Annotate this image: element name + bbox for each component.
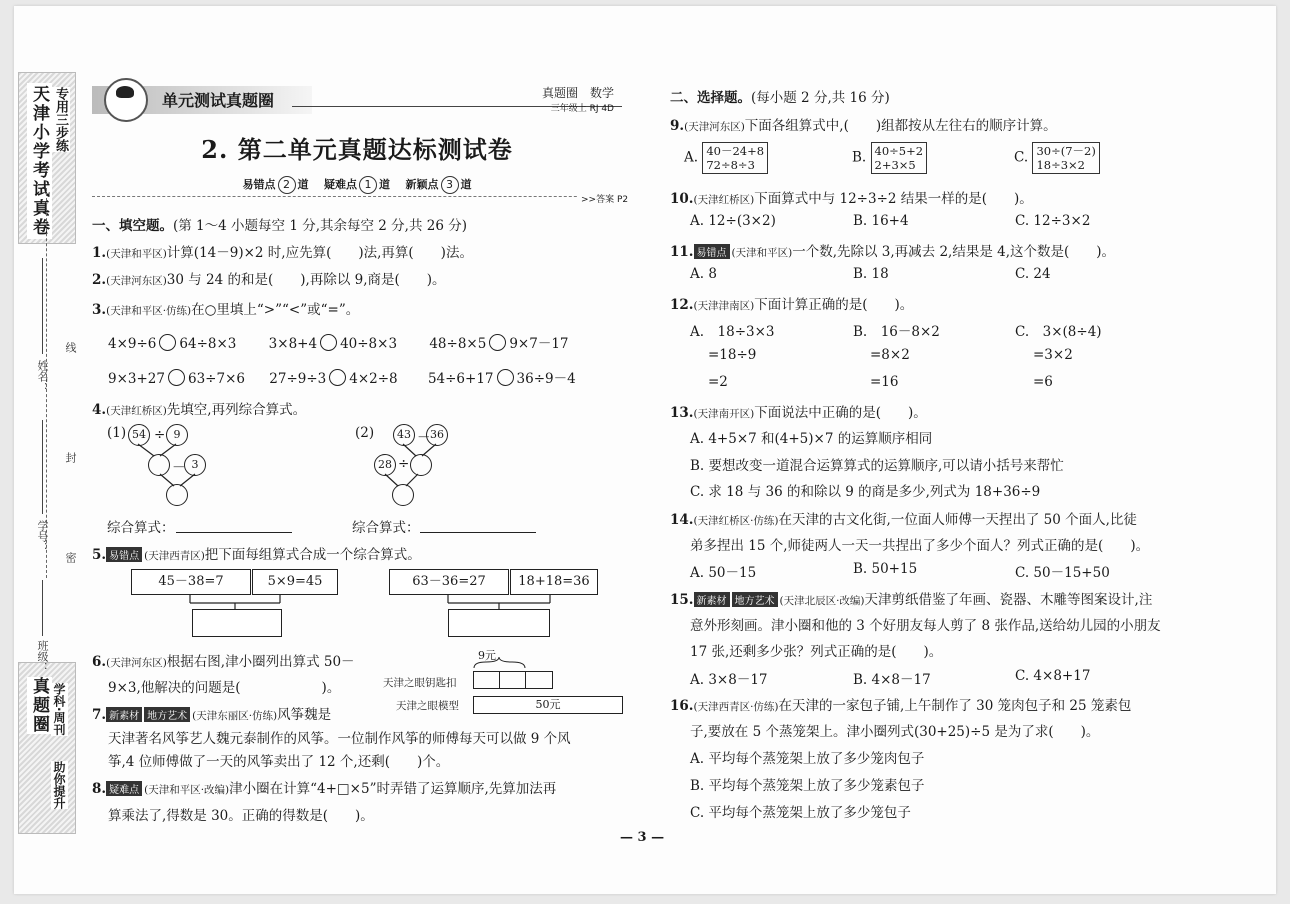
q14-source: (天津红桥区·仿练) <box>693 515 779 527</box>
option-letter: B. <box>852 149 867 166</box>
subject-text: 真题圈 数学 <box>541 86 614 100</box>
question-7-line-2: 天津著名风筝艺人魏元泰制作的风筝。一位制作风筝的师傅每天可以做 9 个风 <box>108 731 571 747</box>
q12-b-step: =8×2 <box>870 347 910 363</box>
q6-keychain-label: 天津之眼钥匙扣 <box>383 677 457 689</box>
tag3-count: 3 <box>441 176 459 194</box>
q4-answer-label-1: 综合算式： <box>107 520 175 536</box>
tag2-count: 1 <box>359 176 377 194</box>
question-6-line-2: 9×3,他解决的问题是( )。 <box>108 680 341 696</box>
question-7-line-1 <box>92 703 331 723</box>
q12-c-step: =3×2 <box>1033 347 1073 363</box>
tag1-count: 2 <box>278 176 296 194</box>
q5-number: 5. <box>92 547 107 563</box>
q5-source: (天津西青区) <box>144 550 205 562</box>
q3-expr: 4×9÷6 <box>108 336 157 352</box>
q10-text: 下面算式中与 12÷3÷2 结果一样的是( )。 <box>754 191 1033 207</box>
question-12 <box>670 293 913 313</box>
q11-text: 一个数,先除以 3,再减去 2,结果是 4,这个数是( )。 <box>792 244 1116 260</box>
q9-a-expr-1: 40－24+8 <box>706 144 765 158</box>
question-14-line-2: 弟多捏出 15 个,师徒两人一天一共捏出了多少个面人？列式正确的是( )。 <box>690 538 1150 554</box>
question-8-line-2: 算乘法了,得数是 30。正确的得数是( )。 <box>108 808 374 824</box>
q9-b-expr-2: 2+3×5 <box>874 158 916 172</box>
question-9 <box>670 114 1057 134</box>
q9-c-expr-2: 18÷3×2 <box>1036 158 1085 172</box>
q5-text: 把下面每组算式合成一个综合算式。 <box>204 547 421 563</box>
q3-number: 3. <box>92 302 107 318</box>
seal-word-mi: 密 <box>64 552 77 563</box>
q12-option-c[interactable]: C. 3×(8÷4) <box>1015 324 1102 340</box>
question-10 <box>670 187 1033 207</box>
q9-c-box <box>1032 142 1099 174</box>
q4-operator: ÷ <box>398 456 410 472</box>
q14-option-b[interactable]: B. 50+15 <box>853 561 918 577</box>
q9-number: 9. <box>670 118 685 134</box>
q3-expr: 9×3+27 <box>108 371 165 387</box>
q3-text: 在○里填上“>”“<”或“=”。 <box>191 302 360 318</box>
q8-source: (天津和平区·改编) <box>144 784 230 796</box>
question-15-line-2: 意外形刻画。津小圈和他的 3 个好朋友每人剪了 8 张作品,送给幼儿园的小朋友 <box>690 618 1161 634</box>
q6-model-bar: 50元 <box>473 696 623 714</box>
q6-text-a: 根据右图,津小圈列出算式 50－ <box>166 654 355 670</box>
q15-option-a[interactable]: A. 3×8－17 <box>690 672 768 688</box>
q4-node: 54 <box>128 424 150 446</box>
q5-badge: 易错点 <box>106 547 142 562</box>
q4-number: 4. <box>92 402 107 418</box>
sec2-title: 二、选择题。 <box>670 90 751 106</box>
q6-keychain-bar <box>473 671 553 689</box>
q8-badge: 疑难点 <box>106 781 142 796</box>
q12-source: (天津津南区) <box>693 300 755 312</box>
q11-option-a[interactable]: A. 8 <box>690 266 717 282</box>
q7-text-a: 风筝魏是 <box>277 707 332 723</box>
q4-node: 28 <box>374 454 396 476</box>
class-label: 班级： <box>36 640 49 673</box>
q3-expr: 63÷7×6 <box>187 371 245 387</box>
q4-operator: ÷ <box>154 427 166 443</box>
q16-number: 16. <box>670 698 694 714</box>
id-label: 学号： <box>36 520 49 553</box>
q13-option-a[interactable]: A. 4+5×7 和(4+5)×7 的运算顺序相同 <box>690 431 933 447</box>
q12-text: 下面计算正确的是( )。 <box>754 297 914 313</box>
q9-option-c[interactable] <box>1014 142 1100 174</box>
q3-expr: 36÷9－4 <box>516 371 576 387</box>
question-14-line-1 <box>670 508 1137 528</box>
q11-badge: 易错点 <box>694 244 730 259</box>
sec2-note: (每小题 2 分,共 16 分) <box>751 90 890 106</box>
q5-equation-box: 45－38=7 <box>131 569 251 595</box>
seal-word-feng: 封 <box>64 452 77 463</box>
q3-source: (天津和平区·仿练) <box>106 305 192 317</box>
q9-text: 下面各组算式中,( )组都按从左往右的顺序计算。 <box>744 118 1057 134</box>
question-15-line-1 <box>670 588 1152 608</box>
bar-segment <box>525 672 526 688</box>
tag3-unit: 道 <box>460 178 472 191</box>
question-15-line-3: 17 张,还剩多少张？列式正确的是( )。 <box>690 644 943 660</box>
q10-option-c[interactable]: C. 12÷3×2 <box>1015 213 1091 229</box>
q7-source: (天津东丽区·仿练) <box>192 710 278 722</box>
q3-expr: 54÷6+17 <box>427 371 494 387</box>
q16-source: (天津西青区·仿练) <box>693 701 779 713</box>
q3-expr: 3×8+4 <box>268 336 318 352</box>
q16-text-a: 在天津的一家包子铺,上午制作了 30 笼肉包子和 25 笼素包 <box>778 698 1132 714</box>
side-top-title: 天津小学考试真卷 <box>27 83 52 239</box>
q14-text-a: 在天津的古文化街,一位面人师傅一天捏出了 50 个面人,比徒 <box>778 512 1137 528</box>
sec1-note: (第 1～4 小题每空 1 分,其余每空 2 分,共 26 分) <box>173 218 467 234</box>
section-2-heading <box>670 86 890 106</box>
q4-node: 43 <box>393 424 415 446</box>
question-7-line-3: 筝,4 位师傅做了一天的风筝卖出了 12 个,还剩( )个。 <box>108 754 450 770</box>
q13-option-b[interactable]: B. 要想改变一道混合运算算式的运算顺序,可以请小括号来帮忙 <box>690 458 1064 474</box>
question-16-line-1 <box>670 694 1131 714</box>
q4-answer-label-2: 综合算式： <box>352 520 420 536</box>
q12-b-step: =16 <box>870 374 899 390</box>
q4-text: 先填空,再列综合算式。 <box>166 402 307 418</box>
q3-expr: 4×2÷8 <box>349 371 398 387</box>
q16-option-b[interactable]: B. 平均每个蒸笼架上放了多少笼素包子 <box>690 778 925 794</box>
q12-option-a[interactable]: A. 18÷3×3 <box>690 324 775 340</box>
q9-source: (天津河东区) <box>684 121 745 133</box>
banner-title: 单元测试真题圈 <box>162 91 275 110</box>
q15-source: (天津北辰区·改编) <box>779 595 865 607</box>
q10-source: (天津红桥区) <box>693 194 755 206</box>
q15-option-c[interactable]: C. 4×8+17 <box>1015 668 1091 684</box>
page-number: — 3 — <box>620 830 665 845</box>
q16-option-c[interactable]: C. 平均每个蒸笼架上放了多少笼包子 <box>690 805 911 821</box>
q8-number: 8. <box>92 781 107 797</box>
sec1-title: 一、填空题。 <box>92 218 173 234</box>
q4-source: (天津红桥区) <box>106 405 167 417</box>
tag2-label: 疑难点 <box>324 178 357 191</box>
q11-source: (天津和平区) <box>731 247 793 259</box>
q14-option-c[interactable]: C. 50－15+50 <box>1015 565 1110 581</box>
q2-number: 2. <box>92 272 107 288</box>
tag1-label: 易错点 <box>242 178 276 191</box>
seal-word-line: 线 <box>64 342 77 353</box>
page-title: 2. 第二单元真题达标测试卷 <box>201 135 513 164</box>
q7-badge-local: 地方艺术 <box>144 707 190 722</box>
q7-number: 7. <box>92 707 107 723</box>
q13-source: (天津南开区) <box>693 408 755 420</box>
q6-model-label: 天津之眼模型 <box>396 700 459 712</box>
q6-price-label: 9元 <box>478 649 496 662</box>
q9-option-b[interactable] <box>852 142 927 174</box>
tag1-unit: 道 <box>297 178 309 191</box>
q5-equation-box: 5×9=45 <box>252 569 338 595</box>
q4-operator: － <box>172 460 186 476</box>
side-bottom-sub: 学科·周刊 <box>52 683 66 736</box>
q12-option-b[interactable]: B. 16－8×2 <box>853 324 940 340</box>
q11-option-c[interactable]: C. 24 <box>1015 266 1051 282</box>
q2-source: (天津河东区) <box>106 275 167 287</box>
q5-equation-box: 63－36=27 <box>389 569 509 595</box>
side-top-badge: 专用三步练 <box>53 87 68 152</box>
q16-option-a[interactable]: A. 平均每个蒸笼架上放了多少笼肉包子 <box>690 751 925 767</box>
q12-number: 12. <box>670 297 694 313</box>
q1-text: 计算(14－9)×2 时,应先算( )法,再算( )法。 <box>166 245 473 261</box>
q12-c-step: =6 <box>1033 374 1053 390</box>
q11-number: 11. <box>670 244 694 260</box>
q4-part-2-label: (2) <box>355 425 375 441</box>
side-bottom-title: 真题圈 <box>27 677 52 734</box>
q15-badge-new: 新素材 <box>694 592 730 607</box>
q12-a-step: =18÷9 <box>708 347 757 363</box>
question-13 <box>670 401 927 421</box>
q9-a-box <box>702 142 768 174</box>
q13-option-c[interactable]: C. 求 18 与 36 的和除以 9 的商是多少,列式为 18+36÷9 <box>690 484 1041 500</box>
q13-number: 13. <box>670 405 694 421</box>
tag3-label: 新颖点 <box>405 178 439 191</box>
q13-text: 下面说法中正确的是( )。 <box>754 405 927 421</box>
side-bottom-sub2: 助你提升 <box>52 761 66 809</box>
q3-expr: 9×7－17 <box>509 336 569 352</box>
q15-option-b[interactable]: B. 4×8－17 <box>853 672 931 688</box>
q15-badge-local: 地方艺术 <box>732 592 778 607</box>
q11-option-b[interactable]: B. 18 <box>853 266 889 282</box>
q2-text: 30 与 24 的和是( ),再除以 9,商是( )。 <box>166 272 446 288</box>
q4-node: 36 <box>426 424 448 446</box>
q9-b-expr-1: 40÷5+2 <box>874 144 924 158</box>
q3-expr: 27÷9÷3 <box>269 371 327 387</box>
q5-equation-box: 18+18=36 <box>510 569 598 595</box>
q14-number: 14. <box>670 512 694 528</box>
q15-number: 15. <box>670 592 694 608</box>
option-letter: A. <box>684 149 699 166</box>
q9-c-expr-1: 30÷(7－2) <box>1036 144 1096 158</box>
q15-text-a: 天津剪纸借鉴了年画、瓷器、木雕等图案设计,注 <box>864 592 1153 608</box>
q6-source: (天津河东区) <box>106 657 167 669</box>
question-8-line-1 <box>92 777 556 797</box>
q10-number: 10. <box>670 191 694 207</box>
q6-number: 6. <box>92 654 107 670</box>
q3-expr: 40÷8×3 <box>340 336 398 352</box>
q4-node: 9 <box>166 424 188 446</box>
q4-node: 3 <box>184 454 206 476</box>
q4-part-1-label: (1) <box>107 425 127 441</box>
q1-source: (天津和平区) <box>106 248 167 260</box>
q3-expr: 64÷8×3 <box>179 336 237 352</box>
tag2-unit: 道 <box>379 178 390 191</box>
q3-expr: 48÷8×5 <box>429 336 487 352</box>
q10-option-a[interactable]: A. 12÷(3×2) <box>690 213 776 229</box>
name-label: 姓名： <box>36 360 49 393</box>
q12-a-step: =2 <box>708 374 728 390</box>
q9-option-a[interactable] <box>684 142 768 174</box>
q14-option-a[interactable]: A. 50－15 <box>690 565 757 581</box>
q7-badge-new: 新素材 <box>106 707 142 722</box>
grade-text: 三年级上 RJ 4D <box>550 104 614 114</box>
answer-ref: >>答案 P2 <box>578 192 631 205</box>
option-letter: C. <box>1014 149 1029 166</box>
question-16-line-2: 子,要放在 5 个蒸笼架上。津小圈列式(30+25)÷5 是为了求( )。 <box>690 724 1100 740</box>
q9-a-expr-2: 72÷8÷3 <box>706 158 755 172</box>
q8-text-a: 津小圈在计算“4+□×5”时弄错了运算顺序,先算加法再 <box>229 781 557 797</box>
question-11 <box>670 240 1115 260</box>
bar-segment <box>499 672 500 688</box>
q10-option-b[interactable]: B. 16+4 <box>853 213 909 229</box>
q9-b-box <box>871 142 928 174</box>
q4-operator: － <box>417 430 431 446</box>
q1-number: 1. <box>92 245 107 261</box>
